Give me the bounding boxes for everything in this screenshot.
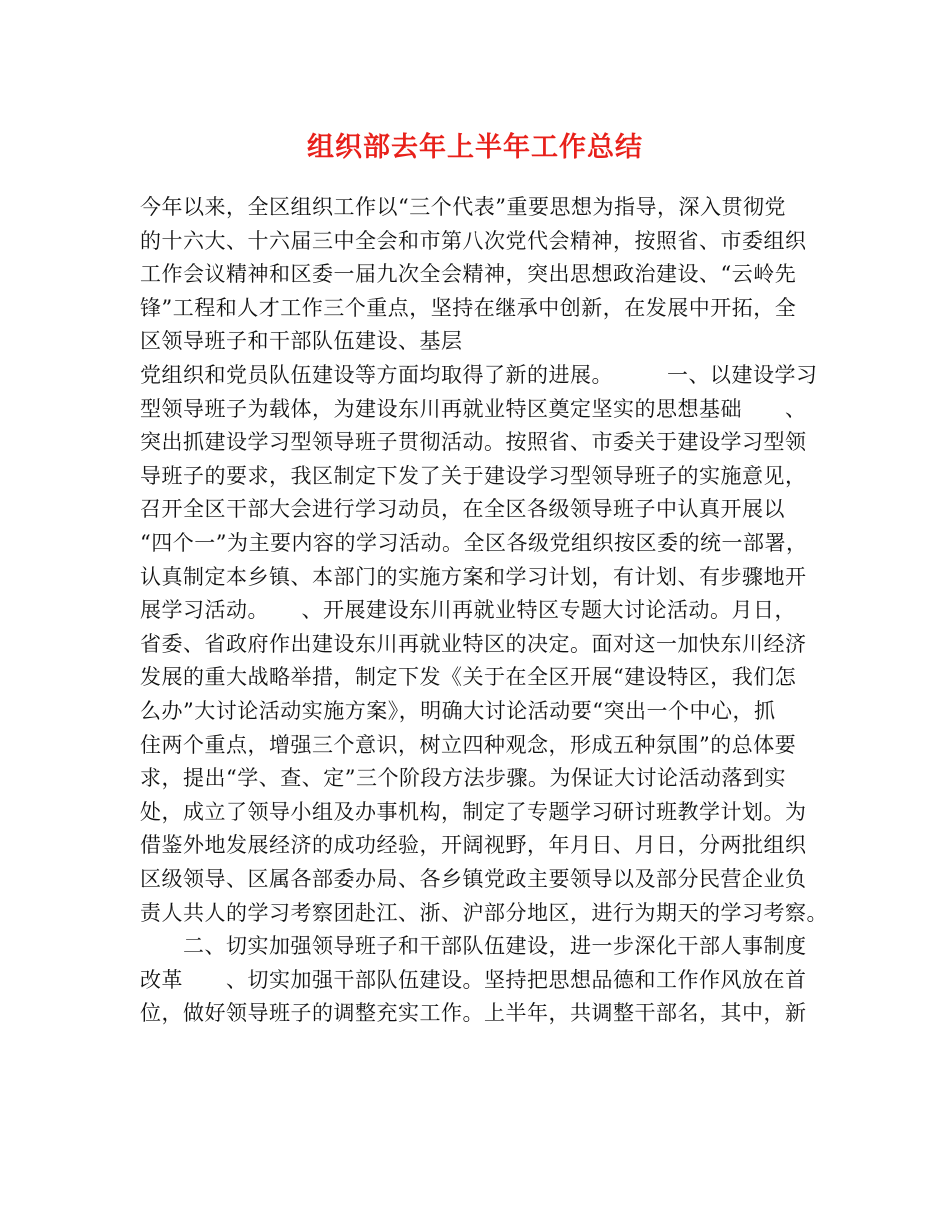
- body-line: 锋”工程和人才工作三个重点，坚持在继承中创新，在发展中开拓，全: [140, 295, 797, 320]
- document-title: 组织部去年上半年工作总结: [307, 132, 643, 163]
- body-line: 借鉴外地发展经济的成功经验，开阔视野，年月日、月日，分两批组织: [140, 833, 807, 858]
- body-line: “四个一”为主要内容的学习活动。全区各级党组织按区委的统一部署，: [140, 531, 808, 555]
- body-line: 工作会议精神和区委一届九次全会精神，突出思想政治建设、“云岭先: [140, 262, 797, 287]
- body-line: 突出抓建设学习型领导班子贯彻活动。按照省、市委关于建设学习型领: [140, 430, 807, 455]
- body-line: 住两个重点，增强三个意识，树立四种观念，形成五种氛围”的总体要: [140, 732, 797, 757]
- body-line: 改革 、切实加强干部队伍建设。坚持把思想品德和工作作风放在首: [140, 967, 807, 992]
- body-line: 型领导班子为载体，为建设东川再就业特区奠定坚实的思想基础 、: [140, 396, 807, 421]
- body-line: 位，做好领导班子的调整充实工作。上半年，共调整干部名，其中，新: [140, 1001, 807, 1026]
- body-line: 发展的重大战略举措，制定下发《关于在全区开展“建设特区，我们怎: [140, 665, 797, 690]
- body-line: 求，提出“学、查、定”三个阶段方法步骤。为保证大讨论活动落到实: [140, 766, 786, 791]
- body-line: 区级领导、区属各部委办局、各乡镇党政主要领导以及部分民营企业负: [140, 867, 807, 891]
- body-line: 导班子的要求，我区制定下发了关于建设学习型领导班子的实施意见，: [140, 463, 807, 488]
- body-line: 党组织和党员队伍建设等方面均取得了新的进展。 一、以建设学习: [140, 363, 818, 387]
- body-line: 责人共人的学习考察团赴江、浙、沪部分地区，进行为期天的学习考察。: [140, 900, 828, 925]
- body-line: 今年以来，全区组织工作以“三个代表”重要思想为指导，深入贯彻党: [140, 195, 786, 219]
- body-line: 认真制定本乡镇、本部门的实施方案和学习计划，有计划、有步骤地开: [140, 564, 807, 589]
- body-line: 的十六大、十六届三中全会和市第八次党代会精神，按照省、市委组织: [140, 228, 807, 253]
- body-line: 展学习活动。 、开展建设东川再就业特区专题大讨论活动。月日，: [140, 598, 796, 623]
- body-line: 么办”大讨论活动实施方案》，明确大讨论活动要“突出一个中心，抓: [140, 699, 776, 723]
- body-line: 省委、省政府作出建设东川再就业特区的决定。面对这一加快东川经济: [140, 631, 807, 656]
- body-line: 区领导班子和干部队伍建设、基层: [140, 329, 463, 354]
- body-line: 处，成立了领导小组及办事机构，制定了专题学习研讨班教学计划。为: [140, 799, 807, 824]
- body-line: 二、切实加强领导班子和干部队伍建设，进一步深化干部人事制度: [140, 934, 807, 959]
- body-line: 召开全区干部大会进行学习动员，在全区各级领导班子中认真开展以: [140, 497, 785, 522]
